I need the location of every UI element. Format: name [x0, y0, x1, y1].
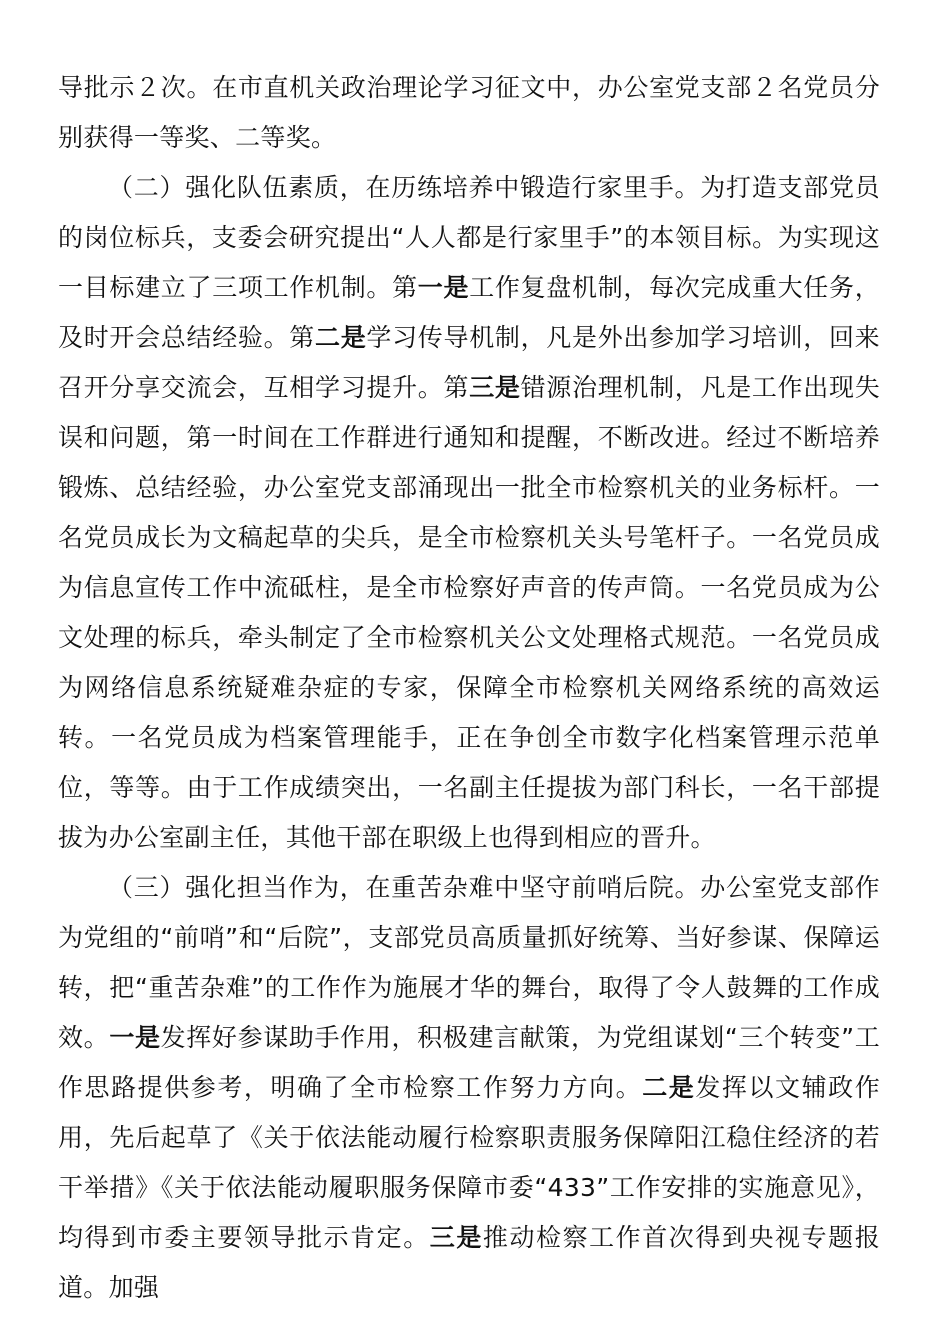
section-3-emphasis-3: 三是 — [429, 1223, 483, 1252]
section-2-emphasis-2: 二是 — [315, 323, 367, 352]
section-3-emphasis-1: 一是 — [109, 1023, 161, 1052]
section-2-text-2: 工作复盘机制，每次完成重大任务，及时开会总结经验。第 — [58, 273, 880, 352]
paragraph-intro-tail — [58, 63, 880, 163]
section-3-text-3: 发挥以文辅政作用，先后起草了《关于依法能动履行检察职责服务保障阳江稳住经济的若干举措》《关于依法能动履职服务保障市委“433”工作安排的实施意见》，均得到市委主要领导批示肯定。 — [58, 1073, 880, 1252]
section-2-text-4: 错源治理机制，凡是工作出现失误和问题，第一时间在工作群进行通知和提醒，不断改进。经过不断培养锻炼、总结经验，办公室党支部涌现出一批全市检察机关的业务标杆。一名党员成长为文稿起草的尖兵，是全市检察机关头号笔杆子。一名党员成为信息宣传工作中流砥柱，是全市检察好声音的传声筒。一名党员成为公文处理的标兵，牵头制定了全市检察机关公文处理格式规范。一名党员成为网络信息系统疑难杂症的专家，保障全市检察机关网络系统的高效运转。一名党员成为档案管理能手，正在争创全市数字化档案管理示范单位，等等。由于工作成绩突出，一名副主任提拔为部门科长，一名干部提拔为办公室副主任，其他干部在职级上也得到相应的晋升。 — [58, 373, 881, 852]
paragraph-text: 导批示２次。在市直机关政治理论学习征文中，办公室党支部２名党员分别获得一等奖、二等奖。 — [58, 73, 880, 152]
section-3-text-1: （三）强化担当作为，在重苦杂难中坚守前哨后院。办公室党支部作为党组的“前哨”和“后院”，支部党员高质量抓好统筹、当好参谋、保障运转，把“重苦杂难”的工作作为施展才华的舞台，取得了令人鼓舞的工作成效。 — [58, 873, 880, 1052]
section-3-emphasis-2: 二是 — [642, 1073, 696, 1102]
section-2-emphasis-3: 三是 — [469, 373, 521, 402]
section-3-text-2: 发挥好参谋助手作用，积极建言献策，为党组谋划“三个转变”工作思路提供参考，明确了全市检察工作努力方向。 — [58, 1023, 881, 1102]
section-2-text-1: （二）强化队伍素质，在历练培养中锻造行家里手。为打造支部党员的岗位标兵，支委会研究提出“人人都是行家里手”的本领目标。为实现这一目标建立了三项工作机制。第 — [58, 173, 880, 302]
section-2-text-3: 学习传导机制，凡是外出参加学习培训，回来召开分享交流会，互相学习提升。第 — [58, 323, 880, 402]
section-3-text-4: 推动检察工作首次得到央视专题报道。加强 — [58, 1223, 880, 1302]
paragraph-section-3 — [58, 863, 880, 1313]
paragraph-section-2 — [58, 163, 880, 863]
section-2-emphasis-1: 一是 — [417, 273, 470, 302]
